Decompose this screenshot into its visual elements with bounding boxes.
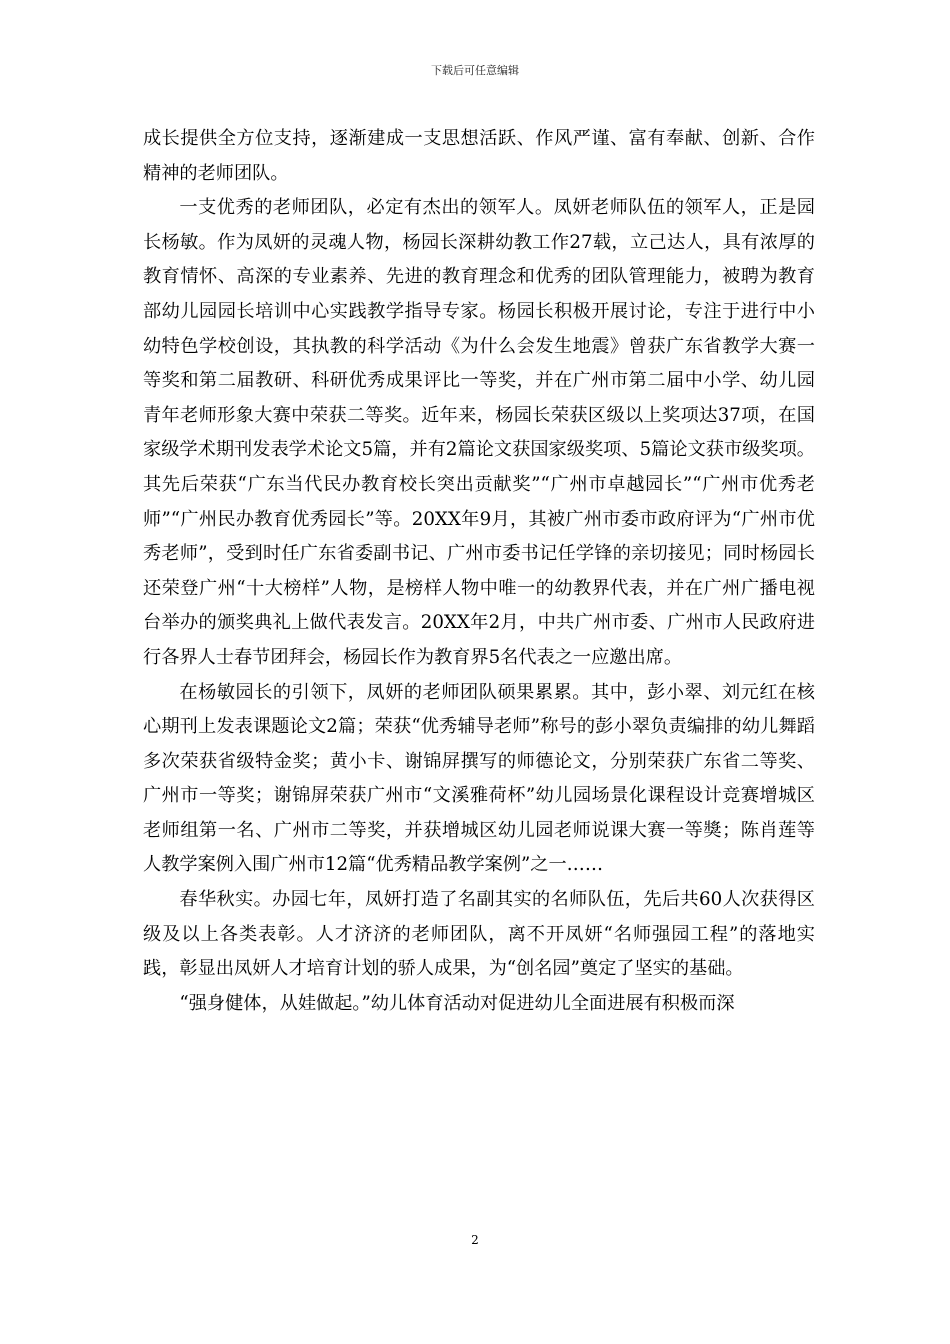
document-body [143,122,815,1021]
paragraph-continuation: 成长提供全方位支持，逐渐建成一支思想活跃、作风严谨、富有奉献、创新、合作精神的老师团队。 [143,128,815,184]
paragraph-spring-autumn: 春华秋实。办园七年，凤妍打造了名副其实的名师队伍，先后共60人次获得区级及以上各类表彰。人才济济的老师团队，离不开凤妍“名师强园工程”的落地实践，彰显出凤妍人才培育计划的骄人成果，为“创名园”奠定了坚实的基础。 [143,889,815,980]
page-header: 下载后可任意编辑 [431,64,519,77]
page-number: 2 [471,1233,479,1247]
paragraph-leader: 一支优秀的老师团队，必定有杰出的领军人。凤妍老师队伍的领军人，正是园长杨敏。作为凤妍的灵魂人物，杨园长深耕幼教工作27载，立己达人，具有浓厚的教育情怀、高深的专业素养、先进的教育理念和优秀的团队管理能力，被聘为教育部幼儿园园长培训中心实践教学指导专家。杨园长积极开展讨论，专注于进行中小幼特色学校创设，其执教的科学活动《为什么会发生地震》曾获广东省教学大赛一等奖和第二届教研、科研优秀成果评比一等奖，并在广州市第二届中小学、幼儿园青年老师形象大赛中荣获二等奖。近年来，杨园长荣获区级以上奖项达37项，在国家级学术期刊发表学术论文5篇，并有2篇论文获国家级奖项、5篇论文获市级奖项。其先后荣获“广东当代民办教育校长突出贡献奖”“广州市卓越园长”“广州市优秀老师”“广州民办教育优秀园长”等。20XX年9月，其被广州市委市政府评为“广州市优秀老师”，受到时任广东省委副书记、广州市委书记任学锋的亲切接见；同时杨园长还荣登广州“十大榜样”人物，是榜样人物中唯一的幼教界代表，并在广州广播电视台举办的颁奖典礼上做代表发言。20XX年2月，中共广州市委、广州市人民政府进行各界人士春节团拜会，杨园长作为教育界5名代表之一应邀出席。 [143,197,815,668]
paragraph-sports: “强身健体，从娃做起。”幼儿体育活动对促进幼儿全面进展有积极而深 [179,992,735,1014]
paragraph-team-achievements: 在杨敏园长的引领下，凤妍的老师团队硕果累累。其中，彭小翠、刘元红在核心期刊上发表课题论文2篇；荣获“优秀辅导老师”称号的彭小翠负责编排的幼儿舞蹈多次荣获省级特金奖；黄小卡、谢锦屏撰写的师德论文，分别荣获广东省二等奖、广州市一等奖；谢锦屏荣获广州市“文溪雅荷杯”幼儿园场景化课程设计竞赛增城区老师组第一名、广州市二等奖，并获增城区幼儿园老师说课大赛一等獎；陈肖莲等人教学案例入围广州市12篇“优秀精品教学案例”之一…… [143,681,815,876]
